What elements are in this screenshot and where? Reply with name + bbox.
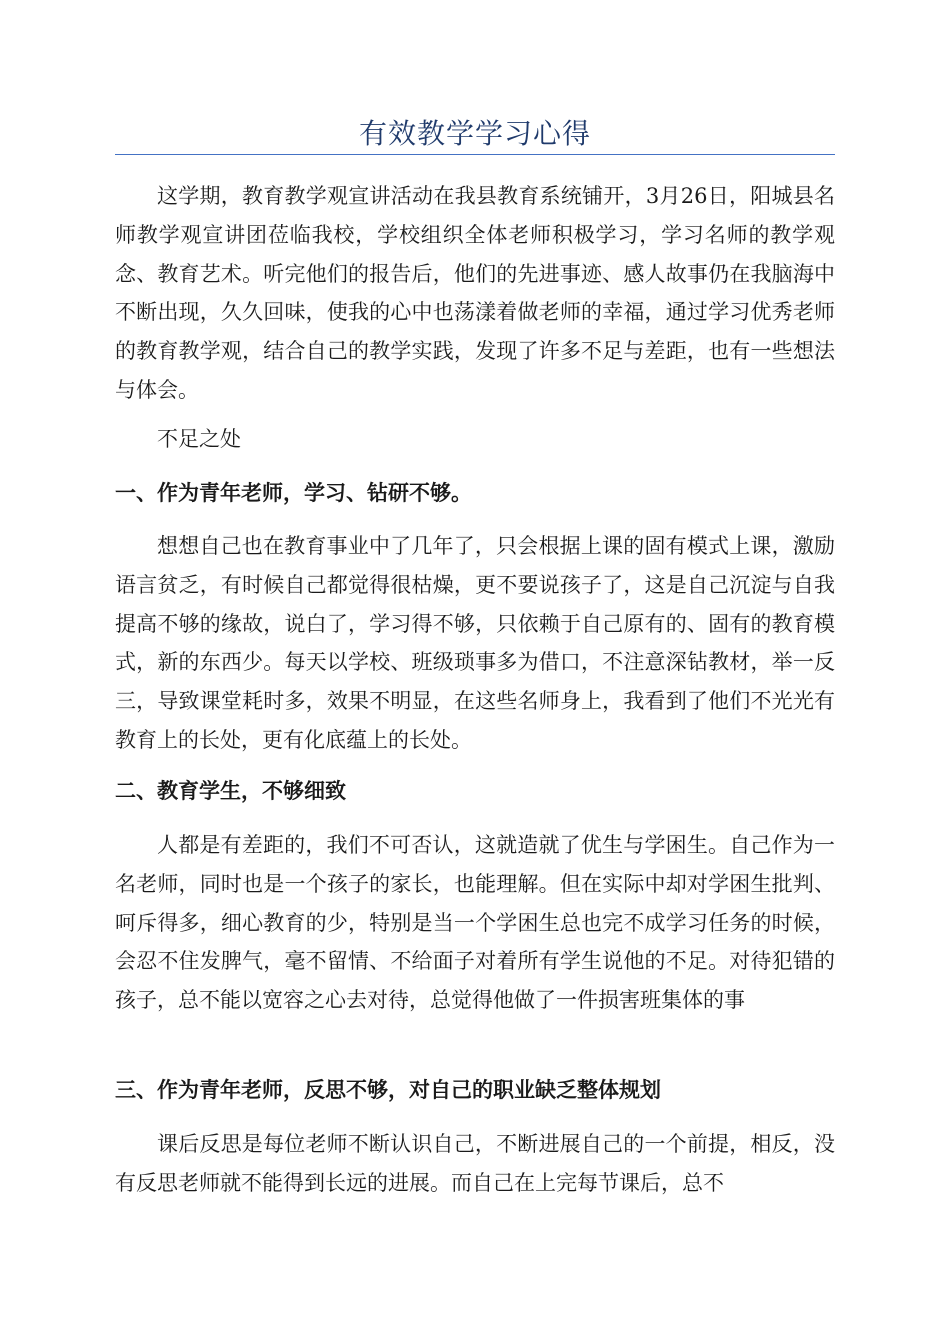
document-title: 有效教学学习心得 xyxy=(358,117,591,150)
section1-heading: 一、作为青年老师，学习、钻研不够。 xyxy=(115,481,472,505)
section2-paragraph: 人都是有差距的，我们不可否认，这就造就了优生与学困生。自己作为一名老师，同时也是一个孩子的家长，也能理解。但在实际中却对学困生批判、呵斥得多，细心教育的少，特别是当一个学困生总也完不成学习任务的时候，会忍不住发脾气，毫不留情、不给面子对着所有学生说他的不足。对待犯错的孩子，总不能以宽容之心去对待，总觉得他做了一件损害班集体的事 xyxy=(115,833,835,1013)
section3-heading: 三、作为青年老师，反思不够，对自己的职业缺乏整体规划 xyxy=(115,1078,661,1102)
shortcomings-label: 不足之处 xyxy=(157,427,241,451)
section2-heading: 二、教育学生，不够细致 xyxy=(115,779,346,803)
section3-paragraph: 课后反思是每位老师不断认识自己，不断进展自己的一个前提，相反，没有反思老师就不能得到长远的进展。而自己在上完每节课后，总不 xyxy=(115,1132,835,1195)
title-underline xyxy=(115,154,835,155)
section1-paragraph: 想想自己也在教育事业中了几年了，只会根据上课的固有模式上课，激励语言贫乏，有时候自己都觉得很枯燥，更不要说孩子了，这是自己沉淀与自我提高不够的缘故，说白了，学习得不够，只依赖于自己原有的、固有的教育模式，新的东西少。每天以学校、班级琐事多为借口，不注意深钻教材，举一反三，导致课堂耗时多，效果不明显，在这些名师身上，我看到了他们不光光有教育上的长处，更有化底蕴上的长处。 xyxy=(115,534,835,752)
intro-paragraph: 这学期，教育教学观宣讲活动在我县教育系统铺开，3月26日，阳城县名师教学观宣讲团莅临我校，学校组织全体老师积极学习，学习名师的教学观念、教育艺术。听完他们的报告后，他们的先进事迹、感人故事仍在我脑海中不断出现，久久回味，使我的心中也荡漾着做老师的幸福，通过学习优秀老师的教育教学观，结合自己的教学实践，发现了许多不足与差距，也有一些想法与体会。 xyxy=(115,184,835,402)
